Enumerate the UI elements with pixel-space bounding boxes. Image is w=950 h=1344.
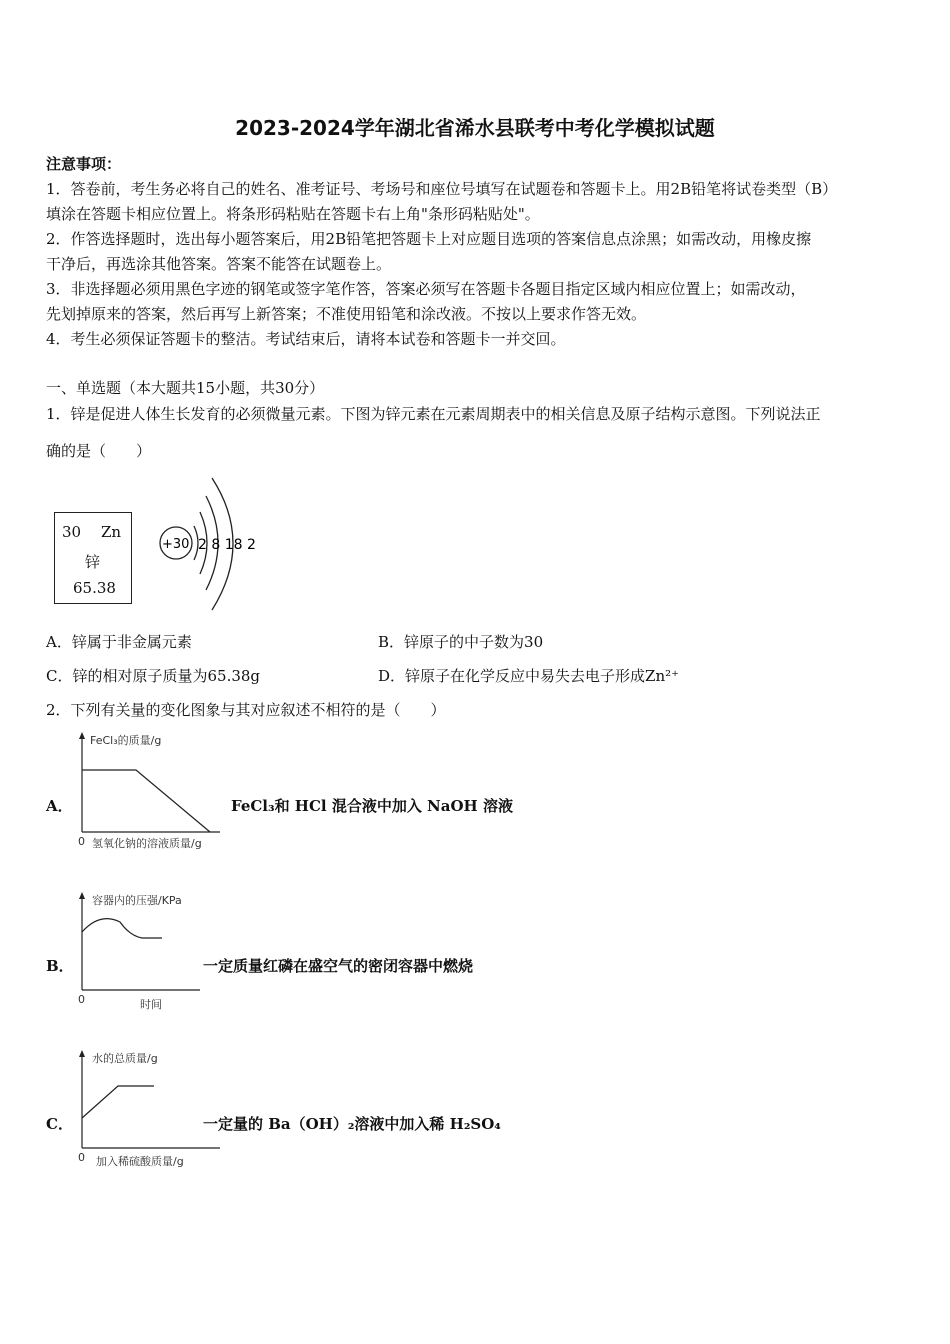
y-axis-arrow — [79, 892, 85, 899]
origin-label: 0 — [78, 993, 85, 1006]
notice-line: 先划掉原来的答案，然后再写上新答案；不准使用铅笔和涂改液。不按以上要求作答无效。 — [46, 305, 647, 323]
y-axis-label: 容器内的压强/KPa — [92, 894, 182, 907]
q1-option-b: B．锌原子的中子数为30 — [378, 633, 544, 651]
graph-curve — [82, 770, 210, 832]
x-axis-label: 加入稀硫酸质量/g — [96, 1155, 184, 1168]
y-axis-arrow — [79, 732, 85, 739]
notice-line: 4．考生必须保证答题卡的整洁。考试结束后，请将本试卷和答题卡一并交回。 — [46, 330, 566, 348]
nucleus-charge: +30 — [162, 537, 190, 552]
element-cell — [54, 512, 132, 604]
y-axis-label: 水的总质量/g — [92, 1052, 158, 1065]
notice-line: 2．作答选择题时，选出每小题答案后，用2B铅笔把答题卡上对应题目选项的答案信息点涂黑；如需改动，用橡皮擦 — [46, 230, 812, 248]
q2-option-c-letter: C． — [46, 1115, 73, 1133]
q1-option-d: D．锌原子在化学反应中易失去电子形成Zn²⁺ — [378, 667, 680, 685]
y-axis-label: FeCl₃的质量/g — [90, 734, 162, 747]
graph-curve — [82, 919, 162, 938]
element-name: 锌 — [85, 553, 101, 571]
q2-option-c-desc: 一定量的 Ba（OH）₂溶液中加入稀 H₂SO₄ — [203, 1115, 501, 1133]
notice-line: 干净后，再选涂其他答案。答案不能答在试题卷上。 — [46, 255, 392, 273]
q2-option-a-desc: FeCl₃和 HCl 混合液中加入 NaOH 溶液 — [231, 797, 513, 815]
atomic-mass: 65.38 — [73, 579, 116, 597]
section-heading: 一、单选题（本大题共15小题，共30分） — [46, 379, 325, 397]
q2-option-a-letter: A． — [46, 797, 73, 815]
graph-curve — [82, 1086, 154, 1118]
q2-option-b-desc: 一定质量红磷在盛空气的密闭容器中燃烧 — [203, 957, 474, 975]
q2-stem: 2．下列有关量的变化图象与其对应叙述不相符的是（ ） — [46, 701, 446, 719]
notice-heading: 注意事项： — [46, 155, 122, 173]
graph-c — [70, 1048, 230, 1173]
origin-label: 0 — [78, 1151, 85, 1164]
element-symbol: Zn — [101, 523, 122, 541]
graph-a — [70, 730, 230, 855]
origin-label: 0 — [78, 835, 85, 848]
q1-stem-line2: 确的是（ ） — [46, 442, 152, 460]
atomic-number: 30 — [62, 523, 82, 541]
notice-line: 填涂在答题卡相应位置上。将条形码粘贴在答题卡右上角"条形码粘贴处"。 — [46, 205, 540, 223]
page-title: 2023-2024学年湖北省浠水县联考中考化学模拟试题 — [235, 116, 715, 140]
q1-option-a: A．锌属于非金属元素 — [46, 633, 192, 651]
x-axis-label: 氢氧化钠的溶液质量/g — [92, 837, 202, 850]
electron-counts: 2 8 18 2 — [198, 537, 256, 553]
q2-option-b-letter: B． — [46, 957, 74, 975]
y-axis-arrow — [79, 1050, 85, 1057]
atom-structure-diagram — [150, 468, 270, 618]
graph-b — [70, 890, 230, 1015]
x-axis-label: 时间 — [140, 998, 162, 1011]
notice-line: 3．非选择题必须用黑色字迹的钢笔或签字笔作答，答案必须写在答题卡各题目指定区域内相应位置上；如需改动， — [46, 280, 806, 298]
notice-line: 1．答卷前，考生务必将自己的姓名、准考证号、考场号和座位号填写在试题卷和答题卡上。用2B铅笔将试卷类型（B） — [46, 180, 838, 198]
q1-stem-line1: 1．锌是促进人体生长发育的必须微量元素。下图为锌元素在元素周期表中的相关信息及原子结构示意图。下列说法正 — [46, 405, 821, 423]
q1-option-c: C．锌的相对原子质量为65.38g — [46, 667, 261, 685]
